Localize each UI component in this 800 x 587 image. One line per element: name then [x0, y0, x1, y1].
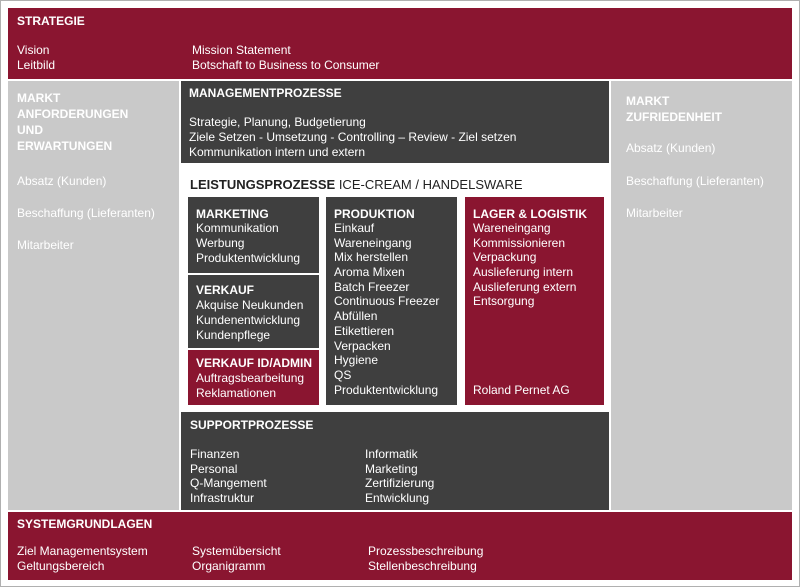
markt-rechts-title-1: MARKT [626, 94, 670, 108]
support-col1-item-2: Personal [190, 461, 238, 476]
produktion-item-3: Mix herstellen [334, 250, 409, 265]
lager-item-1: Wareneingang [473, 221, 551, 235]
verkauf-admin-title: VERKAUF ID/ADMIN [196, 356, 312, 370]
systemgrundlagen-panel [8, 512, 792, 580]
leistung-title-bold: LEISTUNGSPROZESSE [190, 177, 336, 192]
support-col2 [365, 447, 434, 506]
support-col2-item-1: Informatik [365, 447, 418, 461]
verkauf-admin-item-1: Auftragsbearbeitung [196, 371, 305, 385]
lager-item-5: Auslieferung extern [473, 279, 577, 294]
lager-item-4: Auslieferung intern [473, 265, 574, 280]
strategie-panel [8, 8, 792, 79]
markt-anforderungen-panel [8, 81, 179, 510]
verkauf-item-3: Kundenpflege [196, 328, 271, 342]
strategie-col2 [192, 43, 379, 73]
lager-items [473, 221, 576, 309]
management-lines [189, 115, 516, 160]
strategie-mission: Mission Statement [192, 43, 291, 57]
management-line-2: Ziele Setzen - Umsetzung - Controlling – Review - Ziel setzen [189, 130, 517, 144]
produktion-item-10: Hygiene [334, 353, 379, 368]
produktion-item-1: Einkauf [334, 221, 375, 235]
verkauf-title: VERKAUF [196, 283, 255, 297]
management-title: MANAGEMENTPROZESSE [189, 86, 342, 100]
markt-zufriedenheit-panel [611, 81, 792, 510]
marketing-item-3: Produktentwicklung [196, 251, 301, 265]
markt-links-title-4: ERWARTUNGEN [17, 139, 113, 153]
verkauf-item-2: Kundenentwicklung [196, 313, 301, 327]
markt-rechts-mitarbeiter: Mitarbeiter [626, 206, 683, 220]
lager-title: LAGER & LOGISTIK [473, 207, 587, 221]
system-title: SYSTEMGRUNDLAGEN [17, 517, 153, 531]
lager-logistik-box [465, 197, 604, 405]
strategie-leitbild: Leitbild [17, 58, 56, 72]
markt-links-absatz: Absatz (Kunden) [17, 174, 107, 188]
leistung-title-rest: ICE-CREAM / HANDELSWARE [335, 177, 523, 192]
support-col2-item-4: Entwicklung [365, 491, 430, 506]
markt-links-beschaffung: Beschaffung (Lieferanten) [17, 206, 155, 220]
support-col1 [190, 447, 267, 506]
strategie-title: STRATEGIE [17, 14, 85, 28]
produktion-item-2: Wareneingang [334, 235, 412, 250]
markt-links-title-2: ANFORDERUNGEN [17, 107, 129, 121]
markt-rechts-absatz: Absatz (Kunden) [626, 141, 716, 155]
markt-links-mitarbeiter: Mitarbeiter [17, 238, 74, 252]
produktion-item-6: Continuous Freezer [334, 294, 440, 309]
produktion-item-4: Aroma Mixen [334, 265, 405, 280]
produktion-item-12: Produktentwicklung [334, 382, 439, 397]
system-col1-item-2: Geltungsbereich [17, 559, 105, 573]
support-col1-item-4: Infrastruktur [190, 491, 255, 506]
support-title: SUPPORTPROZESSE [190, 418, 314, 432]
produktion-box [326, 197, 457, 405]
management-line-1: Strategie, Planung, Budgetierung [189, 115, 366, 129]
system-col2-item-1: Systemübersicht [192, 544, 281, 558]
marketing-items [196, 221, 300, 266]
produktion-item-8: Etikettieren [334, 323, 395, 338]
system-col1-item-1: Ziel Managementsystem [17, 544, 148, 558]
produktion-item-5: Batch Freezer [334, 279, 410, 294]
lager-item-6: Entsorgung [473, 294, 535, 309]
produktion-item-11: QS [334, 367, 352, 382]
support-col1-item-1: Finanzen [190, 447, 240, 461]
produktion-items [334, 221, 439, 397]
system-col3-item-1: Prozessbeschreibung [368, 544, 484, 558]
managementprozesse-panel [181, 81, 609, 163]
system-col3 [368, 544, 483, 574]
markt-rechts-title-2: ZUFRIEDENHEIT [626, 110, 722, 124]
markt-links-title-1: MARKT [17, 91, 61, 105]
strategie-botschaft: Botschaft to Business to Consumer [192, 58, 380, 72]
marketing-item-1: Kommunikation [196, 221, 279, 235]
support-col2-item-3: Zertifizierung [365, 476, 435, 491]
support-col1-item-3: Q-Mangement [190, 476, 267, 491]
verkauf-box [188, 275, 319, 348]
verkauf-admin-items [196, 371, 304, 401]
verkauf-item-1: Akquise Neukunden [196, 298, 304, 312]
marketing-item-2: Werbung [196, 236, 245, 250]
markt-links-title-3: UND [17, 123, 43, 137]
system-col2-item-2: Organigramm [192, 559, 266, 573]
verkauf-items [196, 298, 303, 343]
system-col3-item-2: Stellenbeschreibung [368, 559, 477, 573]
lager-item-2: Kommissionieren [473, 235, 566, 250]
produktion-item-7: Abfüllen [334, 309, 378, 324]
verkauf-admin-item-2: Reklamationen [196, 386, 277, 400]
markt-anforderungen-title [17, 90, 128, 154]
markt-zufriedenheit-title [626, 93, 722, 125]
markt-rechts-beschaffung: Beschaffung (Lieferanten) [626, 174, 764, 188]
lager-footer-company: Roland Pernet AG [473, 383, 570, 397]
marketing-title: MARKETING [196, 207, 269, 221]
strategie-vision: Vision [17, 43, 50, 57]
strategie-col1 [17, 43, 55, 73]
leistungsprozesse-title [190, 177, 523, 192]
marketing-box [188, 197, 319, 273]
system-col1 [17, 544, 148, 574]
produktion-item-9: Verpacken [334, 338, 391, 353]
management-line-3: Kommunikation intern und extern [189, 145, 366, 159]
system-col2 [192, 544, 281, 574]
supportprozesse-panel [181, 412, 609, 510]
verkauf-admin-box [188, 350, 319, 405]
lager-item-3: Verpackung [473, 250, 537, 265]
produktion-title: PRODUKTION [334, 207, 415, 221]
support-col2-item-2: Marketing [365, 461, 418, 476]
